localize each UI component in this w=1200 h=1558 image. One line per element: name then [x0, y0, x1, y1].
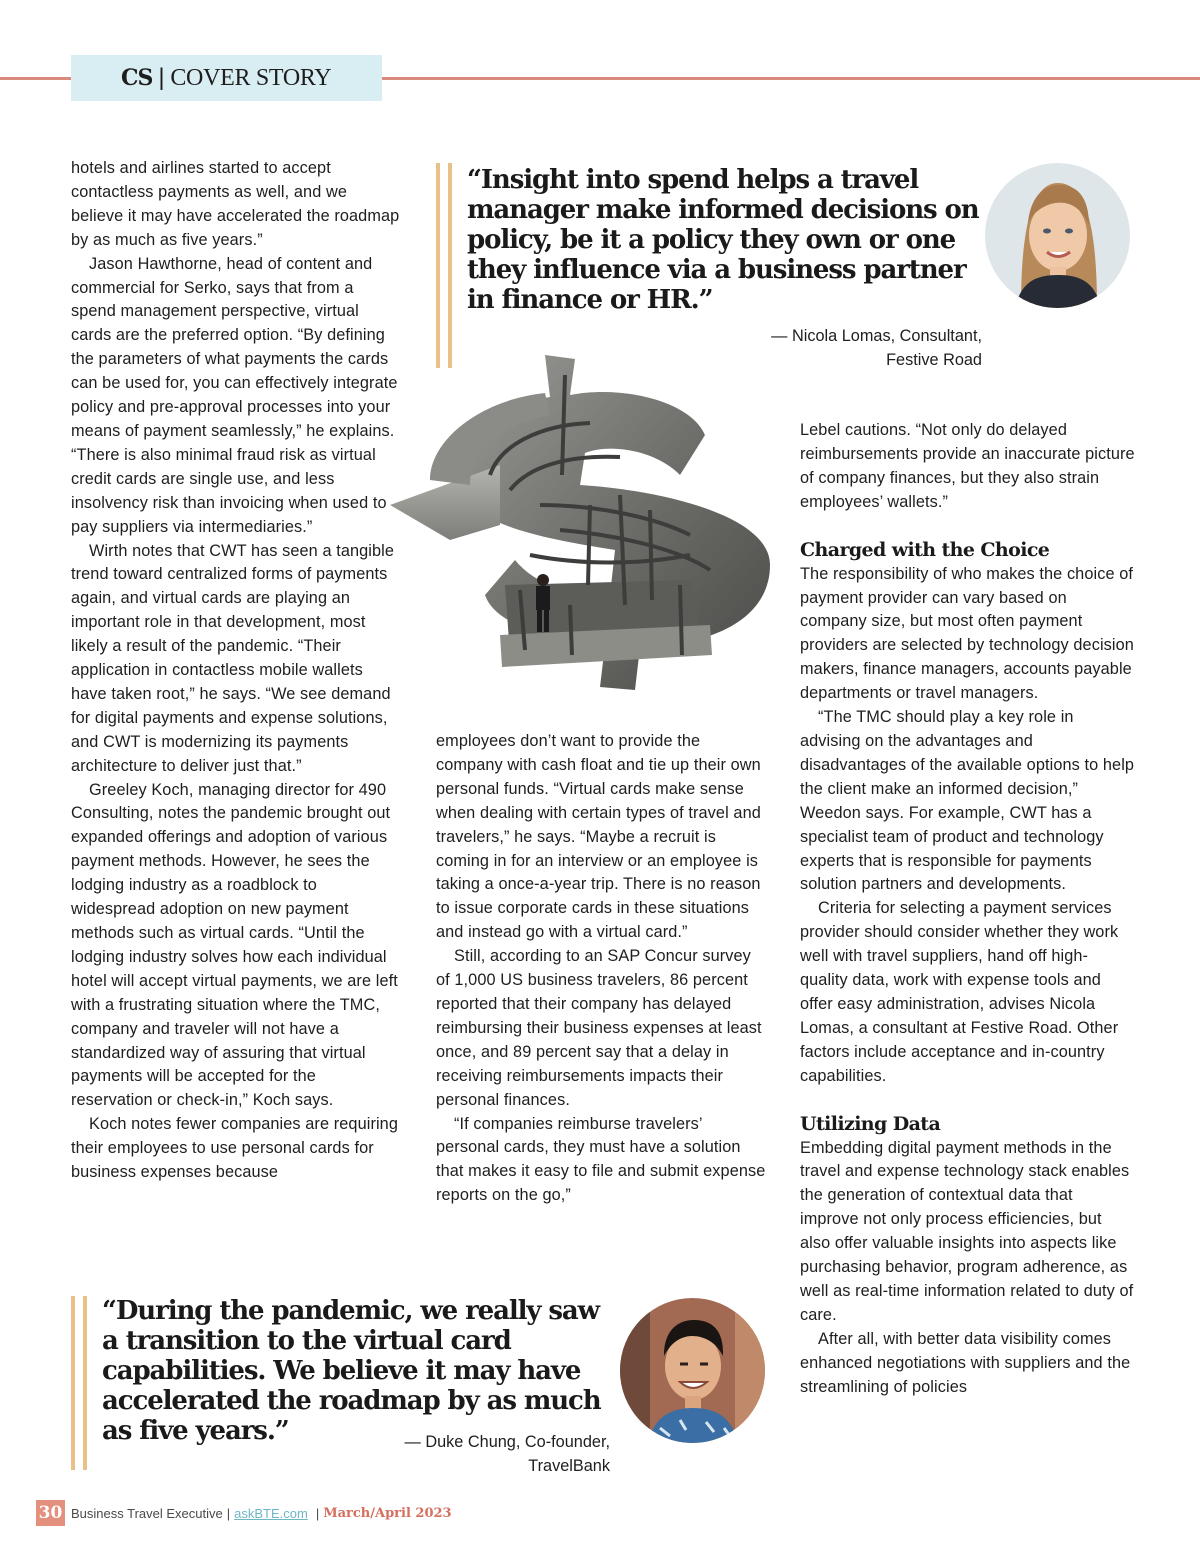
footer-separator: | [315, 1505, 320, 1521]
subheading: Charged with the Choice [800, 538, 1050, 561]
nicola-lomas-portrait [985, 163, 1130, 308]
quote-bar-left [71, 1296, 75, 1470]
publication-name: Business Travel Executive [71, 1505, 223, 1521]
paragraph: hotels and airlines started to accept contactless payments as well, and we believe it may have accelerated the roadmap by as much as five years.” [71, 159, 400, 249]
attribution-line: — Duke Chung, Co-founder, [404, 1433, 610, 1451]
quote-bar-right [83, 1296, 87, 1470]
paragraph: Greeley Koch, managing director for 490 Consulting, notes the pandemic brought out expanded offerings and adoption of various payment methods. However, he sees the lodging industry as a roadblock to widespread adoption on new payment methods such as virtual cards. “Until the lodging industry solves how each individual hotel will accept virtual payments, we are left with a frustrating situation where the TMC, company and traveler will not have a standardized way of assuring that virtual payments will be accepted for the reservation or check-in,” Koch says. [71, 780, 398, 1110]
paragraph: “The TMC should play a key role in advising on the advantages and disadvantages of the available options to help the client make an informed decision,” Weedon says. For example, CWT has a specialist team of product and technology experts that is responsible for payments solution partners and developments. [800, 708, 1135, 894]
section-title: COVER STORY [170, 64, 332, 91]
quote-bar-right [448, 163, 452, 368]
paragraph: Still, according to an SAP Concur survey of 1,000 US business travelers, 86 percent reported that their company has delayed reimbursing their business expenses at least once, and 89 percent say that a delay in receiving reimbursements impacts their personal finances. [436, 947, 762, 1109]
duke-chung-portrait [620, 1298, 765, 1443]
pull-quote-bottom: “During the pandemic, we really saw a transition to the virtual card capabilities. We believe it may have accelerated the roadmap by as much as five years.” [102, 1296, 601, 1446]
subheading: Utilizing Data [800, 1112, 941, 1135]
paragraph: Koch notes fewer companies are requiring their employees to use personal cards for business expenses because [71, 1115, 398, 1182]
website-link[interactable]: askBTE.com [234, 1505, 308, 1521]
paragraph: Jason Hawthorne, head of content and commercial for Serko, says that from a spend management perspective, virtual cards are the preferred option. “By defining the parameters of what payments the cards can be used for, you can effectively integrate policy and pre-approval processes into your means of payment seamlessly,” he explains. “There is also minimal fraud risk as virtual credit cards are single use, and less insolvency risk than invoicing when used to pay suppliers via intermediaries.” [71, 254, 398, 536]
footer-separator: | [226, 1505, 231, 1521]
dollar-maze-illustration [390, 355, 775, 700]
page-footer [36, 1500, 452, 1526]
attribution-line: Festive Road [886, 351, 982, 369]
attribution-line: — Nicola Lomas, Consultant, [771, 327, 982, 345]
paragraph: Criteria for selecting a payment services provider should consider whether they work well with travel suppliers, hand off high-quality data, work with expense tools and offer easy administration, advises Nicola Lomas, a consultant at Festive Road. Other factors include acceptance and in-country capabilities. [800, 899, 1119, 1085]
article-column-2 [436, 730, 766, 1208]
paragraph: After all, with better data visibility comes enhanced negotiations with suppliers and the streamlining of policies [800, 1329, 1131, 1396]
paragraph: The responsibility of who makes the choice of payment provider can vary based on company size, but most often payment providers are selected by technology decision makers, finance managers, accounts payable departments or travel managers. [800, 564, 1134, 703]
article-column-1 [71, 157, 401, 1185]
paragraph: Embedding digital payment methods in the travel and expense technology stack enables the generation of contextual data that improve not only process efficiencies, but also offer valuable insights into aspects like purchasing behavior, program adherence, as well as real-time information related to duty of care. [800, 1138, 1134, 1324]
pull-quote-top: “Insight into spend helps a travel manager make informed decisions on policy, be it a policy they own or one they influence via a business partner in finance or HR.” [467, 165, 979, 315]
quote-bar-left [436, 163, 440, 368]
paragraph: “If companies reimburse travelers’ personal cards, they must have a solution that makes it easy to file and submit expense reports on the go,” [436, 1114, 766, 1205]
section-tag: CS [121, 65, 153, 91]
header-rule-right [382, 77, 1200, 80]
article-column-3 [800, 419, 1135, 1400]
page-number: 30 [36, 1500, 65, 1526]
section-header [71, 55, 382, 101]
issue-date: March/April 2023 [323, 1505, 452, 1521]
header-rule-left [0, 77, 71, 80]
section-separator: | [158, 64, 165, 91]
paragraph: employees don’t want to provide the company with cash float and tie up their own personal funds. “Virtual cards make sense when dealing with certain types of travel and travelers,” he says. “Maybe a recruit is coming in for an interview or an employee is taking a once-a-year trip. There is no reason to issue corporate cards in these situations and instead go with a virtual card.” [436, 732, 761, 942]
paragraph: Lebel cautions. “Not only do delayed reimbursements provide an inaccurate picture of company finances, but they also strain employees’ wallets.” [800, 421, 1135, 511]
paragraph: Wirth notes that CWT has seen a tangible trend toward centralized forms of payments again, and virtual cards are playing an important role in that development, most likely a result of the pandemic. “Their application in contactless mobile wallets have taken root,” he says. “We see demand for digital payments and expense solutions, and CWT is modernizing its payments architecture to deliver just that.” [71, 541, 395, 775]
quote-bottom-attribution [330, 1430, 610, 1478]
attribution-line: TravelBank [528, 1457, 610, 1475]
